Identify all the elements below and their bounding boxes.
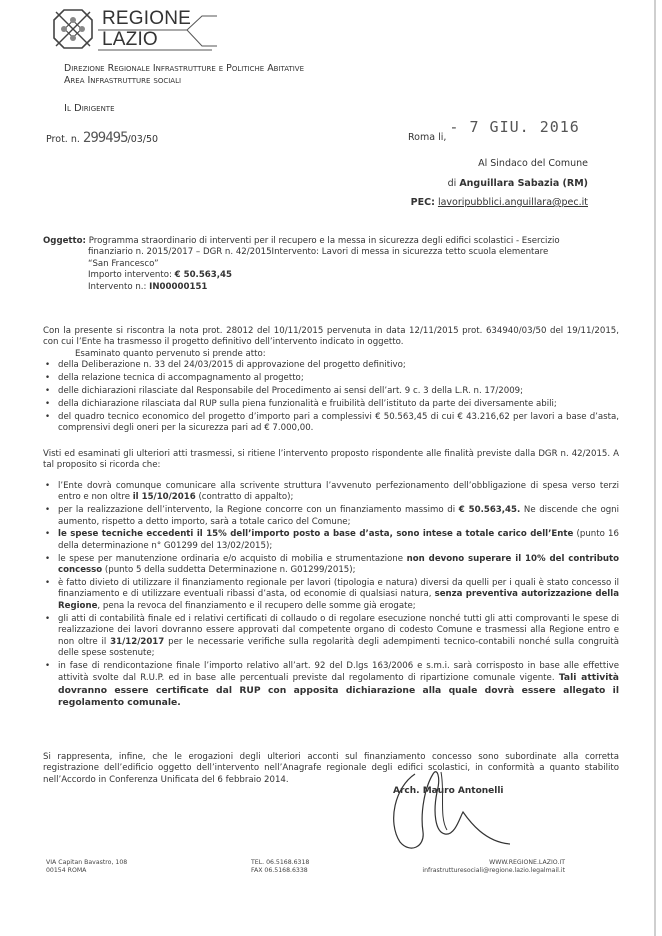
recipient-pec xyxy=(411,197,588,208)
item-text: per la realizzazione dell’intervento, la Regione concorre con un finanziamento massimo di xyxy=(58,505,459,516)
logo-text-lazio: LAZIO xyxy=(102,29,158,50)
footer-address-line-2: 00154 ROMA xyxy=(46,867,87,874)
intro-paragraph: Con la presente si riscontra la nota prot. 28012 del 10/11/2015 pervenuta in data 12/11/2015 prot. 634940/03/50 del 19/11/2015, con cui l’Ente ha trasmesso il progetto definitivo dell’intervento indicato in oggetto. xyxy=(43,326,619,348)
item-bold-text: il 15/10/2016 xyxy=(132,492,196,503)
signatory-name: Arch. Mauro Antonelli xyxy=(393,786,504,796)
list-item xyxy=(43,578,619,612)
recipient-municipality: Anguillara Sabazia (RM) xyxy=(459,178,588,189)
intervento-value: IN00000151 xyxy=(149,281,208,292)
date-line xyxy=(408,118,580,143)
item-text: Ne discende che ogni aumento, rispetto a detto importo, sarà a totale carico del Comune; xyxy=(58,505,620,527)
importo-label: Importo intervento: xyxy=(88,270,172,281)
subject-importo xyxy=(43,270,619,281)
footer-website[interactable]: WWW.REGIONE.LAZIO.IT xyxy=(489,859,565,866)
closing-paragraph: Si rappresenta, infine, che le erogazioni degli ulteriori acconti sul finanziamento concesso sono subordinate alla corretta registrazione dell’edificio oggetto dell’intervento nell’Anagrafe regionale degli edifici scolastici, in conformità a quanto stabilito nell’Accordo in Conferenza Unificata del 6 febbraio 2014. xyxy=(43,752,619,785)
subject-label: Oggetto: xyxy=(43,236,86,246)
item-bold-text: 31/12/2017 xyxy=(110,636,165,647)
item-bold-text: € 50.563,45. xyxy=(458,505,521,516)
list-item xyxy=(43,481,619,504)
protocol-number xyxy=(46,130,158,146)
subject-block xyxy=(43,236,619,293)
conditions-list xyxy=(43,481,619,710)
date-stamp: - 7 GIU. 2016 xyxy=(449,118,580,136)
item-text: (punto 16 della determinazione n° G01299 del 13/02/2015); xyxy=(58,529,619,551)
item-text: (contratto di appalto); xyxy=(195,492,294,503)
list-item: • del quadro tecnico economico del progetto d’importo pari a complessivi € 50.563,45 di cui € 43.216,62 per lavori a base d’asta, comprensivi degli oneri per la sicurezza pari ad € 7.000,00. xyxy=(43,412,619,435)
item-text: , pena la revoca del finanziamento e il recupero delle somme già erogate; xyxy=(97,600,416,611)
pec-label: PEC: xyxy=(410,197,435,208)
subject-line-2: finanziario n. 2015/2017 – DGR n. 42/2015Intervento: Lavori di messa in sicurezza tetto scuola elementare xyxy=(88,247,549,258)
dirigente-heading: Il Dirigente xyxy=(64,103,115,114)
item-text: (punto 5 della suddetta Determinazione n. G01299/2015); xyxy=(102,565,356,576)
protocol-handwritten: 299495 xyxy=(82,130,128,146)
item-text: è fatto divieto di utilizzare il finanziamento regionale per lavori (tipologia e natura) diversi da quelli per i quali è stato concesso il finanziamento e di utilizzare eventuali ribassi d’asta, od economie di qualsiasi natura, xyxy=(58,578,619,600)
date-label: Roma li, xyxy=(408,132,447,143)
list-item: • della Deliberazione n. 33 del 24/03/2015 di approvazione del progetto definitivo; xyxy=(43,360,619,371)
intro-block xyxy=(43,326,619,436)
subject-intervento xyxy=(43,282,619,293)
logo-text-regione: REGIONE xyxy=(102,8,192,29)
conditions-paragraph: Visti ed esaminati gli ulteriori atti trasmessi, si ritiene l’intervento proposto rispondente alle finalità previste dalla DGR n. 42/2015. A tal proposito si ricorda che: xyxy=(43,449,619,471)
item-text: le spese per manutenzione ordinaria e/o acquisto di mobilia e strumentazione xyxy=(58,553,407,564)
page-edge xyxy=(654,0,656,936)
item-text: l’Ente dovrà comunque comunicare alla scrivente struttura l’avvenuto perfezionamento dell’obbligazione di spesa verso terzi entro e non oltre xyxy=(58,480,619,503)
recipient-line-1: Al Sindaco del Comune xyxy=(478,158,588,169)
item-text: in fase di rendicontazione finale l’importo relativo all’art. 92 del D.lgs 163/2006 e s.m.i. sarà corrisposto in base alle effettive attività svolte dal R.U.P. ed in base alle percentuali previste dal regolamento di ripartizione comunale vigente. xyxy=(58,660,619,684)
conditions-block xyxy=(43,449,619,711)
list-item: • delle dichiarazioni rilasciate dal Responsabile del Procedimento ai sensi dell’art. 9 c. 3 della L.R. n. 17/2009; xyxy=(43,386,619,397)
item-bold-text: non devono superare il 10% del contributo concesso xyxy=(58,553,619,576)
subject-line-3: “San Francesco” xyxy=(88,258,159,269)
protocol-label: Prot. n. xyxy=(46,134,80,145)
footer-contacts xyxy=(251,859,309,875)
recipient-line-2 xyxy=(448,178,588,189)
list-item xyxy=(43,529,619,552)
handwritten-signature-icon xyxy=(375,762,525,857)
item-text: gli atti di contabilità finale ed i relativi certificati di collaudo o di regolare esecuzione nonché tutti gli atti comprovanti le spese di realizzazione dei lavori dovranno essere approvati dal competente organo di codesto Comune e trasmessi alla Regione entro e non oltre il xyxy=(58,613,619,647)
footer-address-line-1: VIA Capitan Bavastro, 108 xyxy=(46,859,128,866)
subject-line-1: Programma straordinario di interventi per il recupero e la messa in sicurezza degli edifici scolastici - Esercizio xyxy=(88,236,560,246)
area-name: Area Infrastrutture sociali xyxy=(64,75,182,86)
regione-lazio-logo xyxy=(52,8,222,48)
intervento-label: Intervento n.: xyxy=(88,281,147,292)
protocol-suffix: /03/50 xyxy=(127,134,159,145)
closing-block xyxy=(43,752,619,786)
recipient-prefix: di xyxy=(447,178,457,189)
item-bold-text: senza preventiva autorizzazione della Regione xyxy=(58,589,619,611)
list-item xyxy=(43,614,619,660)
footer-web xyxy=(422,859,565,875)
list-item: • della relazione tecnica di accompagnamento al progetto; xyxy=(43,373,619,384)
intro-list xyxy=(43,360,619,434)
item-bold-text: le spese tecniche eccedenti il 15% dell’importo posto a base d’asta, sono intese a totale carico dell’Ente xyxy=(58,529,574,540)
intro-lead: Esaminato quanto pervenuto si prende atto: xyxy=(75,348,266,359)
footer-tel: TEL. 06.5168.6318 xyxy=(251,859,310,866)
letterhead-department xyxy=(64,63,304,87)
pec-address-link[interactable]: lavoripubblici.anguillara@pec.it xyxy=(437,197,588,208)
direzione-name: Direzione Regionale Infrastrutture e Politiche Abitative xyxy=(64,63,304,74)
footer-fax: FAX 06.5168.6338 xyxy=(251,867,308,874)
list-item xyxy=(43,661,619,710)
importo-value: € 50.563,45 xyxy=(174,270,232,281)
item-text: per le necessarie verifiche sulla regolarità degli adempimenti tecnico-contabili nonché sulla congruità delle spese sostenute; xyxy=(58,636,619,658)
footer-address xyxy=(46,859,127,875)
list-item: • della dichiarazione rilasciata dal RUP sulla piena funzionalità e fruibilità dell’istituto da parte dei diversamente abili; xyxy=(43,399,619,410)
list-item xyxy=(43,505,619,528)
footer-email[interactable]: infrastrutturesociali@regione.lazio.legalmail.it xyxy=(422,867,565,874)
list-item xyxy=(43,554,619,577)
item-bold-text: Tali attività dovranno essere certificate dal RUP con apposita dichiarazione alla quale dovrà essere allegato il regolamento comunale. xyxy=(58,672,620,709)
